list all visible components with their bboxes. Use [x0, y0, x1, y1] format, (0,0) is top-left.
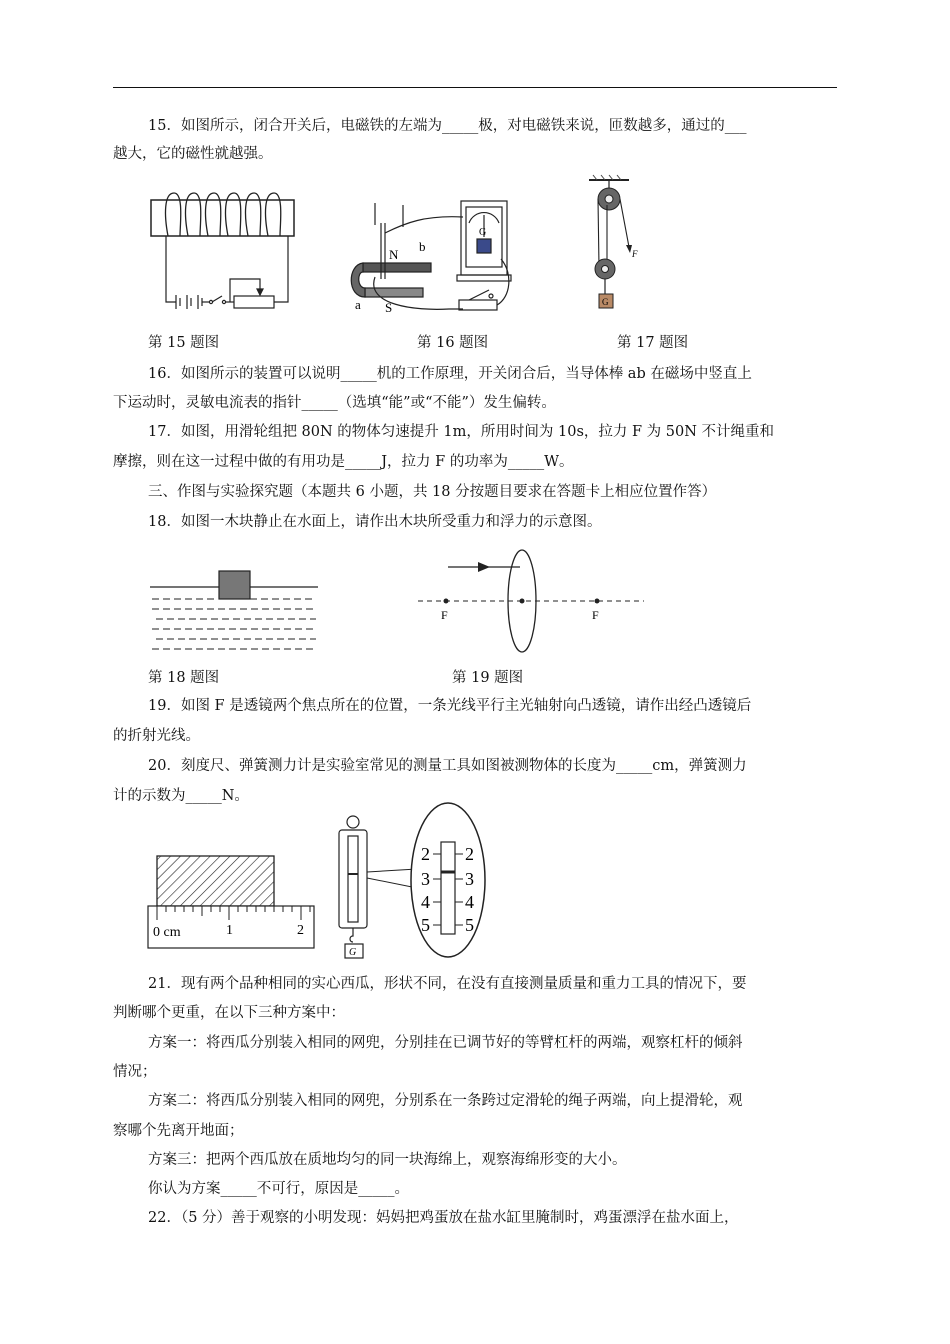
fig16-label-g: G: [479, 227, 487, 238]
caption-fig15: 第 15 题图: [148, 335, 220, 351]
fig20-scale-right-2: 2: [465, 844, 474, 864]
fig20-scale-left-3: 3: [421, 869, 430, 889]
fig16-label-b: b: [419, 239, 426, 254]
caption-fig19: 第 19 题图: [452, 670, 524, 686]
section-3-heading: 三、作图与实验探究题（本题共 6 小题，共 18 分按题目要求在答题卡上相应位置作答）: [148, 484, 717, 500]
q15-line2: 越大，它的磁性就越强。: [113, 146, 273, 162]
fig20-ruler-and-spring-scale: [145, 812, 495, 962]
fig19-convex-lens: [418, 548, 648, 656]
q16-line1: 16．如图所示的装置可以说明_____机的工作原理，开关闭合后，当导体棒 ab 在磁场中竖直上: [148, 366, 752, 382]
fig17-pulley: [585, 175, 645, 320]
fig20-weight-label-g: G: [349, 947, 357, 958]
q21-line1: 21．现有两个品种相同的实心西瓜，形状不同，在没有直接测量质量和重力工具的情况下，要: [148, 976, 747, 992]
fig20-ruler-label-0: 0 cm: [153, 925, 181, 940]
fig17-label-f: F: [632, 249, 638, 259]
q16-line2: 下运动时，灵敏电流表的指针_____（选填“能”或“不能”）发生偏转。: [113, 395, 556, 411]
fig16-label-n: N: [389, 247, 399, 262]
fig20-scale-right-5: 5: [465, 915, 474, 935]
q19-line1: 19．如图 F 是透镜两个焦点所在的位置，一条光线平行主光轴射向凸透镜，请作出经凸透镜后: [148, 698, 752, 714]
q21-plan1-line1: 方案一：将西瓜分别装入相同的网兜，分别挂在已调节好的等臂杠杆的两端，观察杠杆的倾斜: [148, 1035, 743, 1051]
fig19-label-f-right: F: [592, 608, 599, 622]
q21-answer: 你认为方案_____不可行，原因是_____。: [148, 1181, 409, 1197]
fig15-electromagnet: [140, 185, 310, 320]
fig20-ruler-label-2: 2: [297, 923, 304, 938]
fig20-ruler-label-1: 1: [226, 923, 233, 938]
fig18-floating-block: [150, 568, 320, 653]
q20-line2: 计的示数为_____N。: [113, 788, 249, 804]
q21-plan2-line2: 察哪个先离开地面；: [113, 1123, 244, 1139]
fig20-scale-left-5: 5: [421, 915, 430, 935]
fig19-label-f-left: F: [441, 608, 448, 622]
q21-plan1-line2: 情况；: [113, 1064, 157, 1080]
caption-fig16: 第 16 题图: [417, 335, 489, 351]
q17-line2: 摩擦，则在这一过程中做的有用功是_____J，拉力 F 的功率为_____W。: [113, 454, 574, 470]
q19-line2: 的折射光线。: [113, 728, 200, 744]
q22-line1: 22．（5 分）善于观察的小明发现：妈妈把鸡蛋放在盐水缸里腌制时，鸡蛋漂浮在盐水面上，: [148, 1210, 739, 1226]
fig20-scale-right-4: 4: [465, 892, 474, 912]
fig16-generator: [345, 193, 515, 321]
q21-plan2-line1: 方案二：将西瓜分别装入相同的网兜，分别系在一条跨过定滑轮的绳子两端，向上提滑轮，观: [148, 1093, 743, 1109]
header-rule: [113, 87, 837, 88]
q21-line2: 判断哪个更重，在以下三种方案中：: [113, 1005, 345, 1021]
q17-line1: 17．如图，用滑轮组把 80N 的物体匀速提升 1m，所用时间为 10s，拉力 F 为 50N 不计绳重和: [148, 424, 775, 440]
caption-fig18: 第 18 题图: [148, 670, 220, 686]
q15-line1: 15．如图所示，闭合开关后，电磁铁的左端为_____极，对电磁铁来说，匝数越多，通过的___: [148, 118, 747, 134]
fig20-scale-right-3: 3: [465, 869, 474, 889]
q20-line1: 20．刻度尺、弹簧测力计是实验室常见的测量工具如图被测物体的长度为_____cm，弹簧测力: [148, 758, 747, 774]
fig16-label-s: S: [385, 300, 393, 315]
fig20-scale-left-2: 2: [421, 844, 430, 864]
q21-plan3: 方案三：把两个西瓜放在质地均匀的同一块海绵上，观察海绵形变的大小。: [148, 1152, 627, 1168]
fig20-scale-left-4: 4: [421, 892, 430, 912]
fig17-label-g: G: [602, 297, 609, 307]
q18-text: 18．如图一木块静止在水面上，请作出木块所受重力和浮力的示意图。: [148, 514, 602, 530]
caption-fig17: 第 17 题图: [617, 335, 689, 351]
fig16-label-a: a: [355, 297, 361, 312]
